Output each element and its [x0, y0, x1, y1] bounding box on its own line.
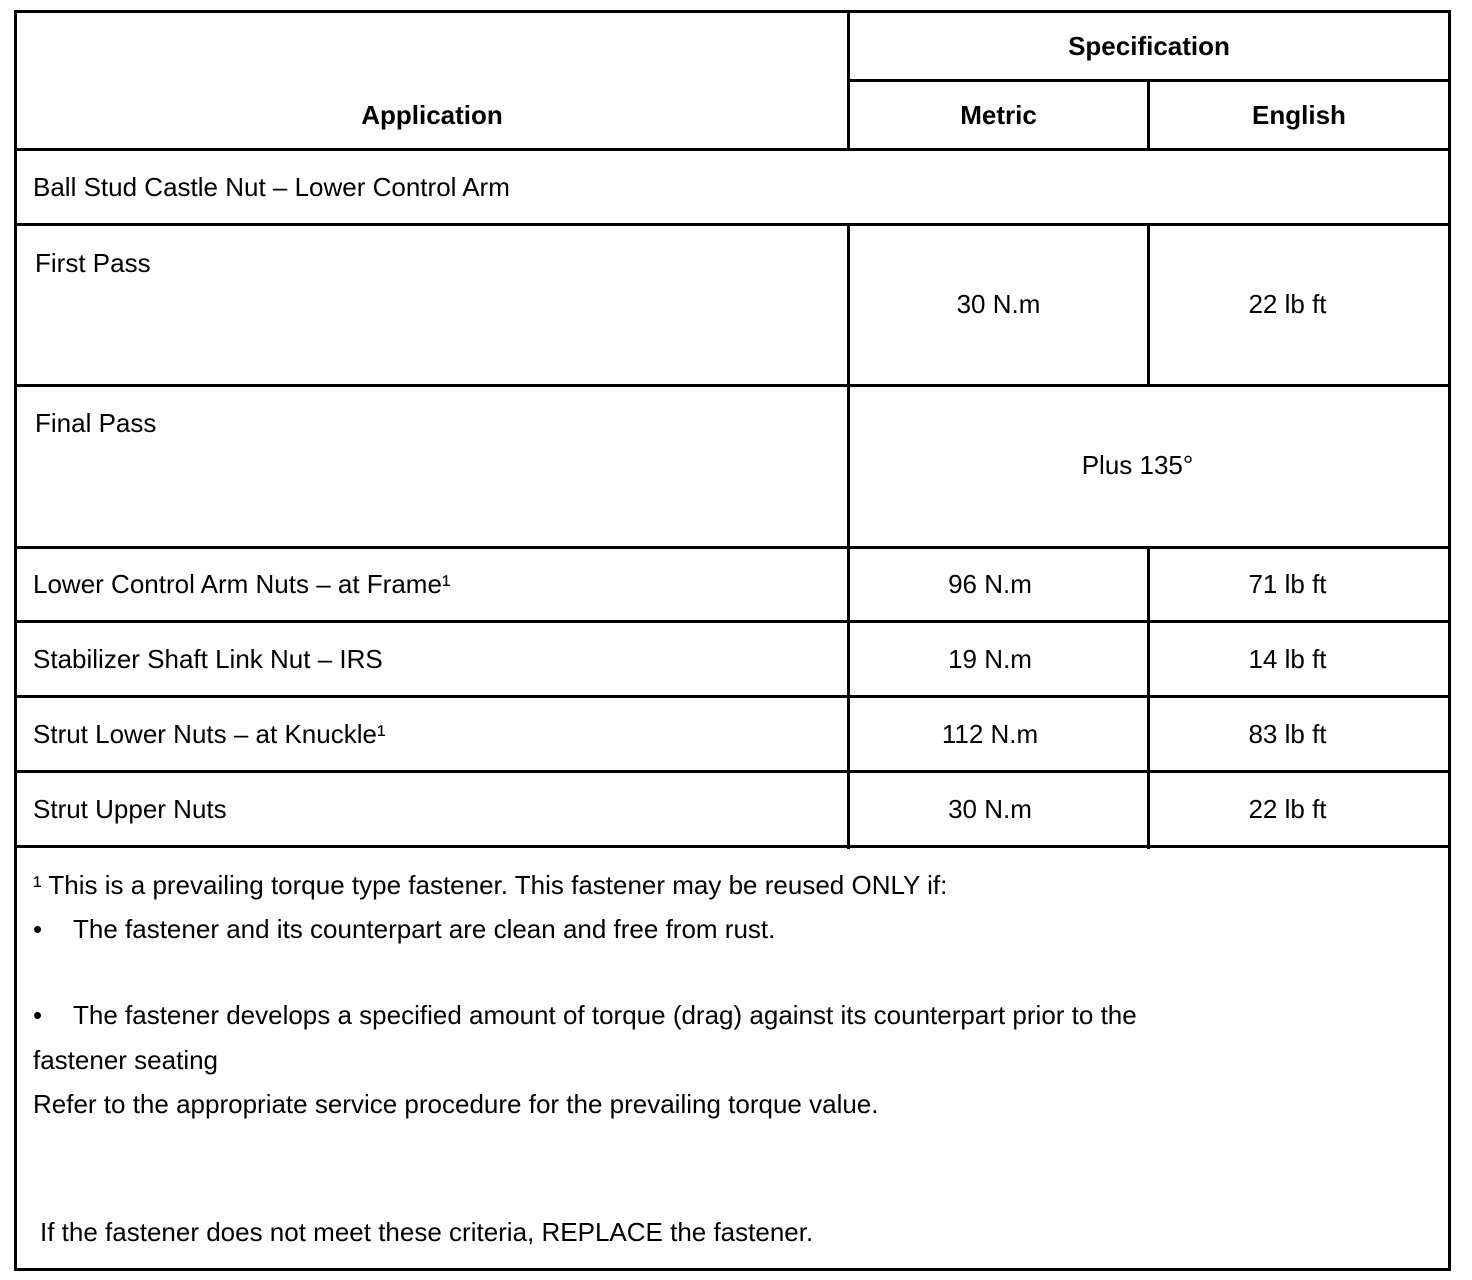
table-border-right	[1448, 10, 1451, 1271]
footnote-bullet-1	[33, 914, 775, 944]
footnote-replace: If the fastener does not meet these criteria, REPLACE the fastener.	[40, 1217, 814, 1247]
header-english: English	[1252, 100, 1346, 130]
bullet-icon: •	[33, 1000, 43, 1030]
row-application: Ball Stud Castle Nut – Lower Control Arm	[33, 172, 510, 202]
row-application: Stabilizer Shaft Link Nut – IRS	[33, 644, 383, 674]
table-border-left	[14, 10, 17, 1271]
row-divider	[14, 148, 1451, 151]
table-border-top	[14, 10, 1451, 13]
row-application: Final Pass	[35, 408, 157, 438]
row-english: 83 lb ft	[1248, 719, 1327, 749]
footnote-bullet-1-text: The fastener and its counterpart are clean and free from rust.	[73, 914, 776, 944]
header-specification: Specification	[1068, 31, 1230, 61]
row-english: 71 lb ft	[1248, 569, 1327, 599]
footnote-intro: ¹ This is a prevailing torque type fastener. This fastener may be reused ONLY if:	[33, 870, 948, 900]
row-metric: 19 N.m	[948, 644, 1032, 674]
row-application: Strut Lower Nuts – at Knuckle¹	[33, 719, 386, 749]
row-application: Lower Control Arm Nuts – at Frame¹	[33, 569, 451, 599]
footnote-bullet-2-continued: fastener seating	[33, 1045, 219, 1075]
row-divider	[14, 845, 1451, 848]
table-border-bottom	[14, 1268, 1451, 1271]
row-english: 14 lb ft	[1248, 644, 1327, 674]
footnote-bullet-2	[33, 1000, 1137, 1030]
header-divider	[848, 79, 1451, 82]
row-metric: 30 N.m	[956, 289, 1041, 319]
footnote-bullet-2-text: The fastener develops a specified amount of torque (drag) against its counterpart prior to the	[73, 1000, 1137, 1030]
footnote-refer: Refer to the appropriate service procedure for the prevailing torque value.	[33, 1089, 879, 1119]
row-application: Strut Upper Nuts	[33, 794, 227, 824]
bullet-icon: •	[33, 914, 43, 944]
row-divider	[14, 223, 1451, 226]
row-divider	[14, 384, 1451, 387]
row-metric: 112 N.m	[941, 719, 1039, 749]
row-divider	[14, 695, 1451, 698]
row-english: 22 lb ft	[1248, 794, 1327, 824]
row-divider	[14, 620, 1451, 623]
header-metric: Metric	[960, 100, 1037, 130]
row-metric: 96 N.m	[948, 569, 1032, 599]
row-application: First Pass	[35, 248, 151, 278]
header-application: Application	[361, 100, 503, 130]
row-metric: 30 N.m	[948, 794, 1032, 824]
row-spec: Plus 135°	[1081, 450, 1194, 480]
row-divider	[14, 546, 1451, 549]
row-divider	[14, 770, 1451, 773]
row-english: 22 lb ft	[1248, 289, 1327, 319]
